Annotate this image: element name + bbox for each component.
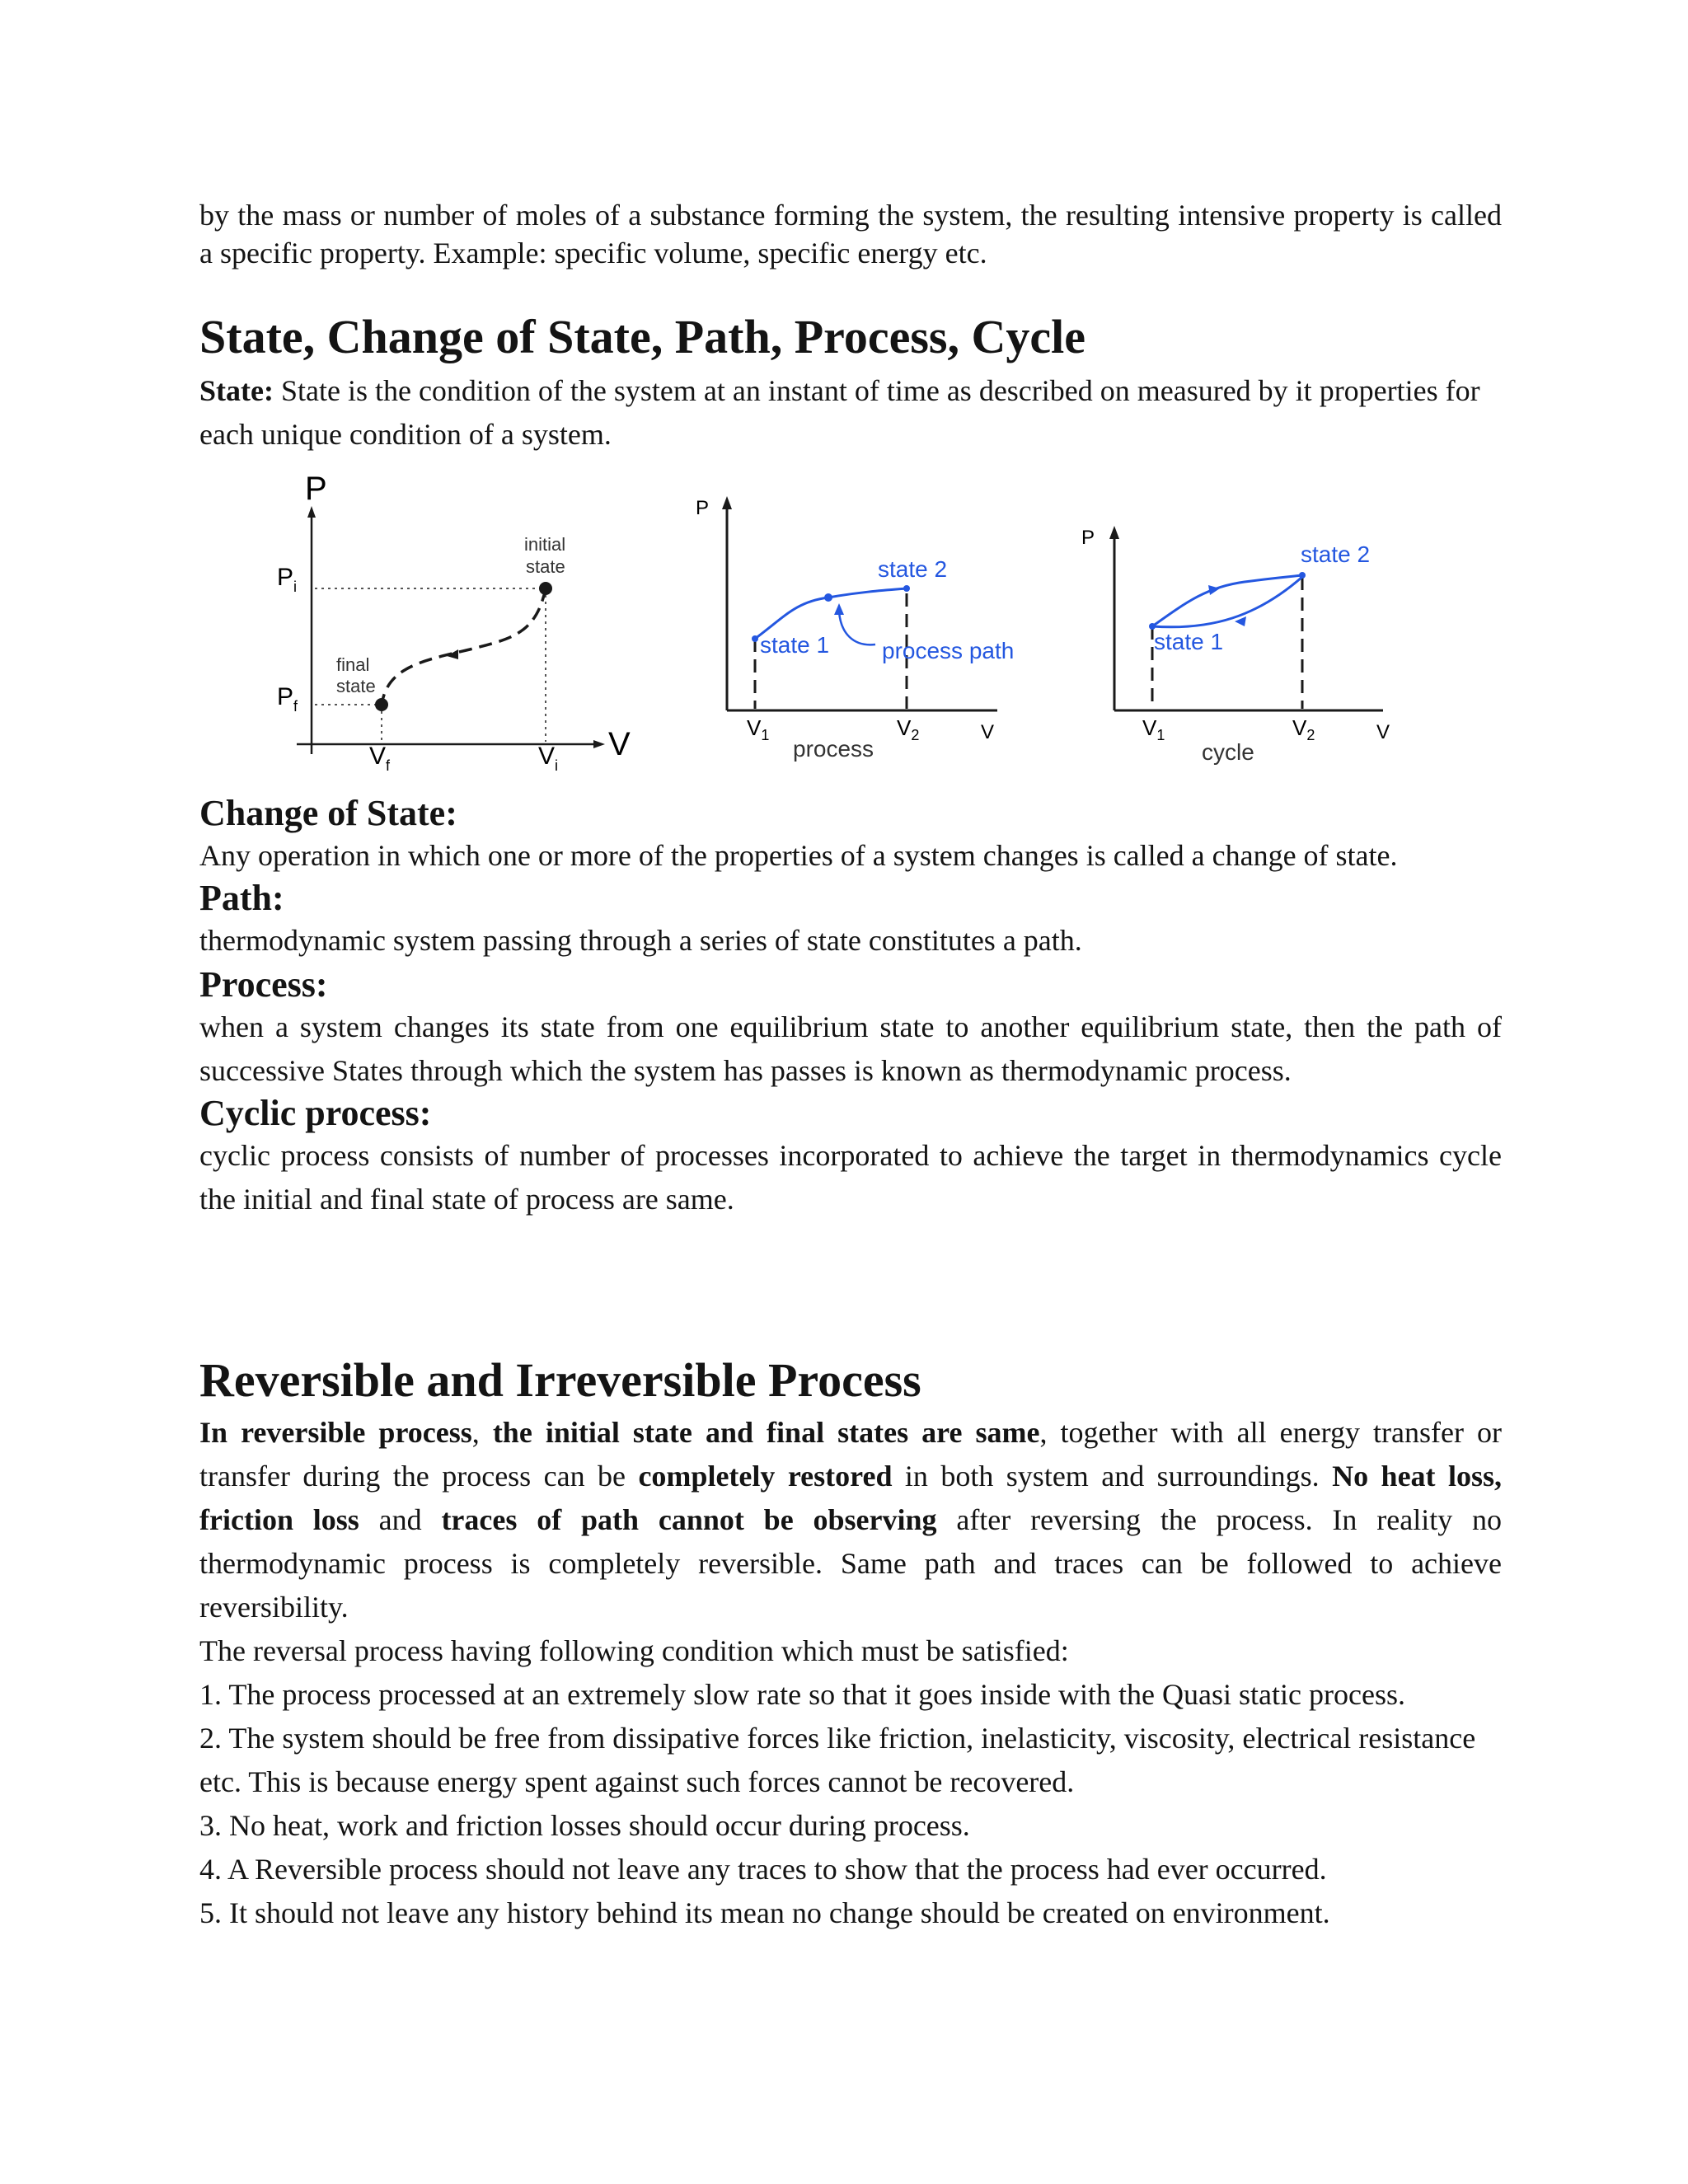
p-axis-label: P xyxy=(696,497,710,519)
figure-process-diagram xyxy=(684,486,1047,775)
pf-label: $P_f$ xyxy=(277,683,298,715)
section1-block xyxy=(199,308,1502,457)
state2-label: state 2 xyxy=(878,556,948,582)
section2-block xyxy=(199,1352,1502,1935)
p-axis-arrow xyxy=(1109,526,1119,539)
midpath-point xyxy=(824,593,832,602)
process-heading: Process: xyxy=(199,964,328,1005)
v2-label: $V_2$ xyxy=(897,715,920,743)
initial-state-label-1: initial xyxy=(524,534,566,555)
condition-item: 3. No heat, work and friction losses should occur during process. xyxy=(199,1809,970,1842)
v2-label: $V_2$ xyxy=(1292,715,1315,743)
definitions-block xyxy=(199,793,1502,1221)
process-text: when a system changes its state from one equilibrium state to another equilibrium state, then the path of successive States through which the system has passes is known as thermodynamic process. xyxy=(199,1010,1502,1087)
figure-state-diagram xyxy=(264,470,635,783)
section2-heading: Reversible and Irreversible Process xyxy=(199,1353,921,1407)
process-caption: process xyxy=(793,736,874,762)
state-label: State: xyxy=(199,374,274,407)
text-segment: , together with all energy transfer or transfer during the process can be xyxy=(199,1416,1502,1493)
pi-label: $P_i$ xyxy=(277,564,298,595)
vi-label: $V_i$ xyxy=(538,743,559,774)
bold-initial-final-same: the initial state and final states are same xyxy=(492,1416,1040,1449)
text-segment: after reversing the process. In reality no thermodynamic process is completely reversible. Same path and traces can be followed to achieve reversibility. xyxy=(199,1503,1503,1624)
v-axis-arrow xyxy=(593,740,605,748)
v-axis-label: V xyxy=(1376,721,1390,743)
bold-completely-restored: completely restored xyxy=(638,1460,893,1493)
v1-label: $V_1$ xyxy=(1142,715,1165,743)
change-of-state-heading: Change of State: xyxy=(199,793,457,833)
condition-intro: The reversal process having following condition which must be satisfied: xyxy=(199,1634,1069,1667)
conditions-list xyxy=(199,1673,1502,1935)
final-state-label-1: final xyxy=(336,654,370,675)
cyclic-process-text: cyclic process consists of number of processes incorporated to achieve the target in thermodynamics cycle the initial and final state of process are same. xyxy=(199,1139,1502,1216)
state-text: State is the condition of the system at an instant of time as described on measured by it properties for each unique condition of a system. xyxy=(199,374,1480,451)
cycle-caption: cycle xyxy=(1202,739,1254,765)
process-path-label: process path xyxy=(882,638,1015,663)
p-axis-label: P xyxy=(1081,527,1095,549)
p-axis-arrow xyxy=(722,496,732,509)
change-of-state-text: Any operation in which one or more of the properties of a system changes is called a change of state. xyxy=(199,839,1398,872)
path-text: thermodynamic system passing through a series of state constitutes a path. xyxy=(199,924,1082,957)
process-path-pointer-head xyxy=(834,603,844,615)
figure-cycle-diagram xyxy=(1071,519,1418,783)
intro-paragraph: by the mass or number of moles of a substance forming the system, the resulting intensive property is called a specific property. Example: specific volume, specific energy etc. xyxy=(199,199,1502,269)
bold-no-heat-loss: No heat loss, friction loss xyxy=(199,1460,1502,1536)
text-segment: , xyxy=(471,1416,493,1449)
initial-state-label-2: state xyxy=(526,556,565,577)
condition-item: 2. The system should be free from dissipative forces like friction, inelasticity, viscosity, electrical resistance etc. This is because energy spent against such forces cannot be recovered. xyxy=(199,1722,1476,1798)
state2-point xyxy=(903,585,910,592)
cyclic-process-heading: Cyclic process: xyxy=(199,1093,432,1133)
p-axis-arrow xyxy=(307,506,316,518)
v1-label: $V_1$ xyxy=(747,715,770,743)
condition-item: 1. The process processed at an extremely slow rate so that it goes inside with the Quasi static process. xyxy=(199,1678,1405,1711)
v-axis-label: V xyxy=(981,721,995,743)
state-change-curve xyxy=(382,588,546,705)
state-definition xyxy=(199,369,1502,457)
path-heading: Path: xyxy=(199,878,284,918)
reversible-paragraph xyxy=(199,1411,1502,1629)
section1-heading: State, Change of State, Path, Process, Cycle xyxy=(199,310,1085,363)
state1-label: state 1 xyxy=(1154,629,1224,654)
initial-state-point xyxy=(539,582,552,595)
intro-block xyxy=(199,196,1502,272)
condition-item: 5. It should not leave any history behind its mean no change should be created on environment. xyxy=(199,1896,1330,1929)
condition-item: 4. A Reversible process should not leave any traces to show that the process had ever occurred. xyxy=(199,1853,1327,1886)
final-state-label-2: state xyxy=(336,676,376,696)
final-state-point xyxy=(375,698,388,711)
bold-traces-of-path: traces of path cannot be observing xyxy=(441,1503,937,1536)
text-segment: and xyxy=(359,1503,442,1536)
state1-point xyxy=(752,635,758,642)
v-axis-label: V xyxy=(608,726,631,762)
process-path-pointer xyxy=(839,612,875,644)
state2-label: state 2 xyxy=(1301,541,1371,567)
state1-label: state 1 xyxy=(760,632,830,658)
text-segment: in both system and surroundings. xyxy=(892,1460,1333,1493)
p-axis-label: P xyxy=(305,471,327,507)
state2-point xyxy=(1299,572,1306,579)
vf-label: $V_f$ xyxy=(369,743,391,774)
bold-reversible-process: In reversible process xyxy=(199,1416,472,1449)
